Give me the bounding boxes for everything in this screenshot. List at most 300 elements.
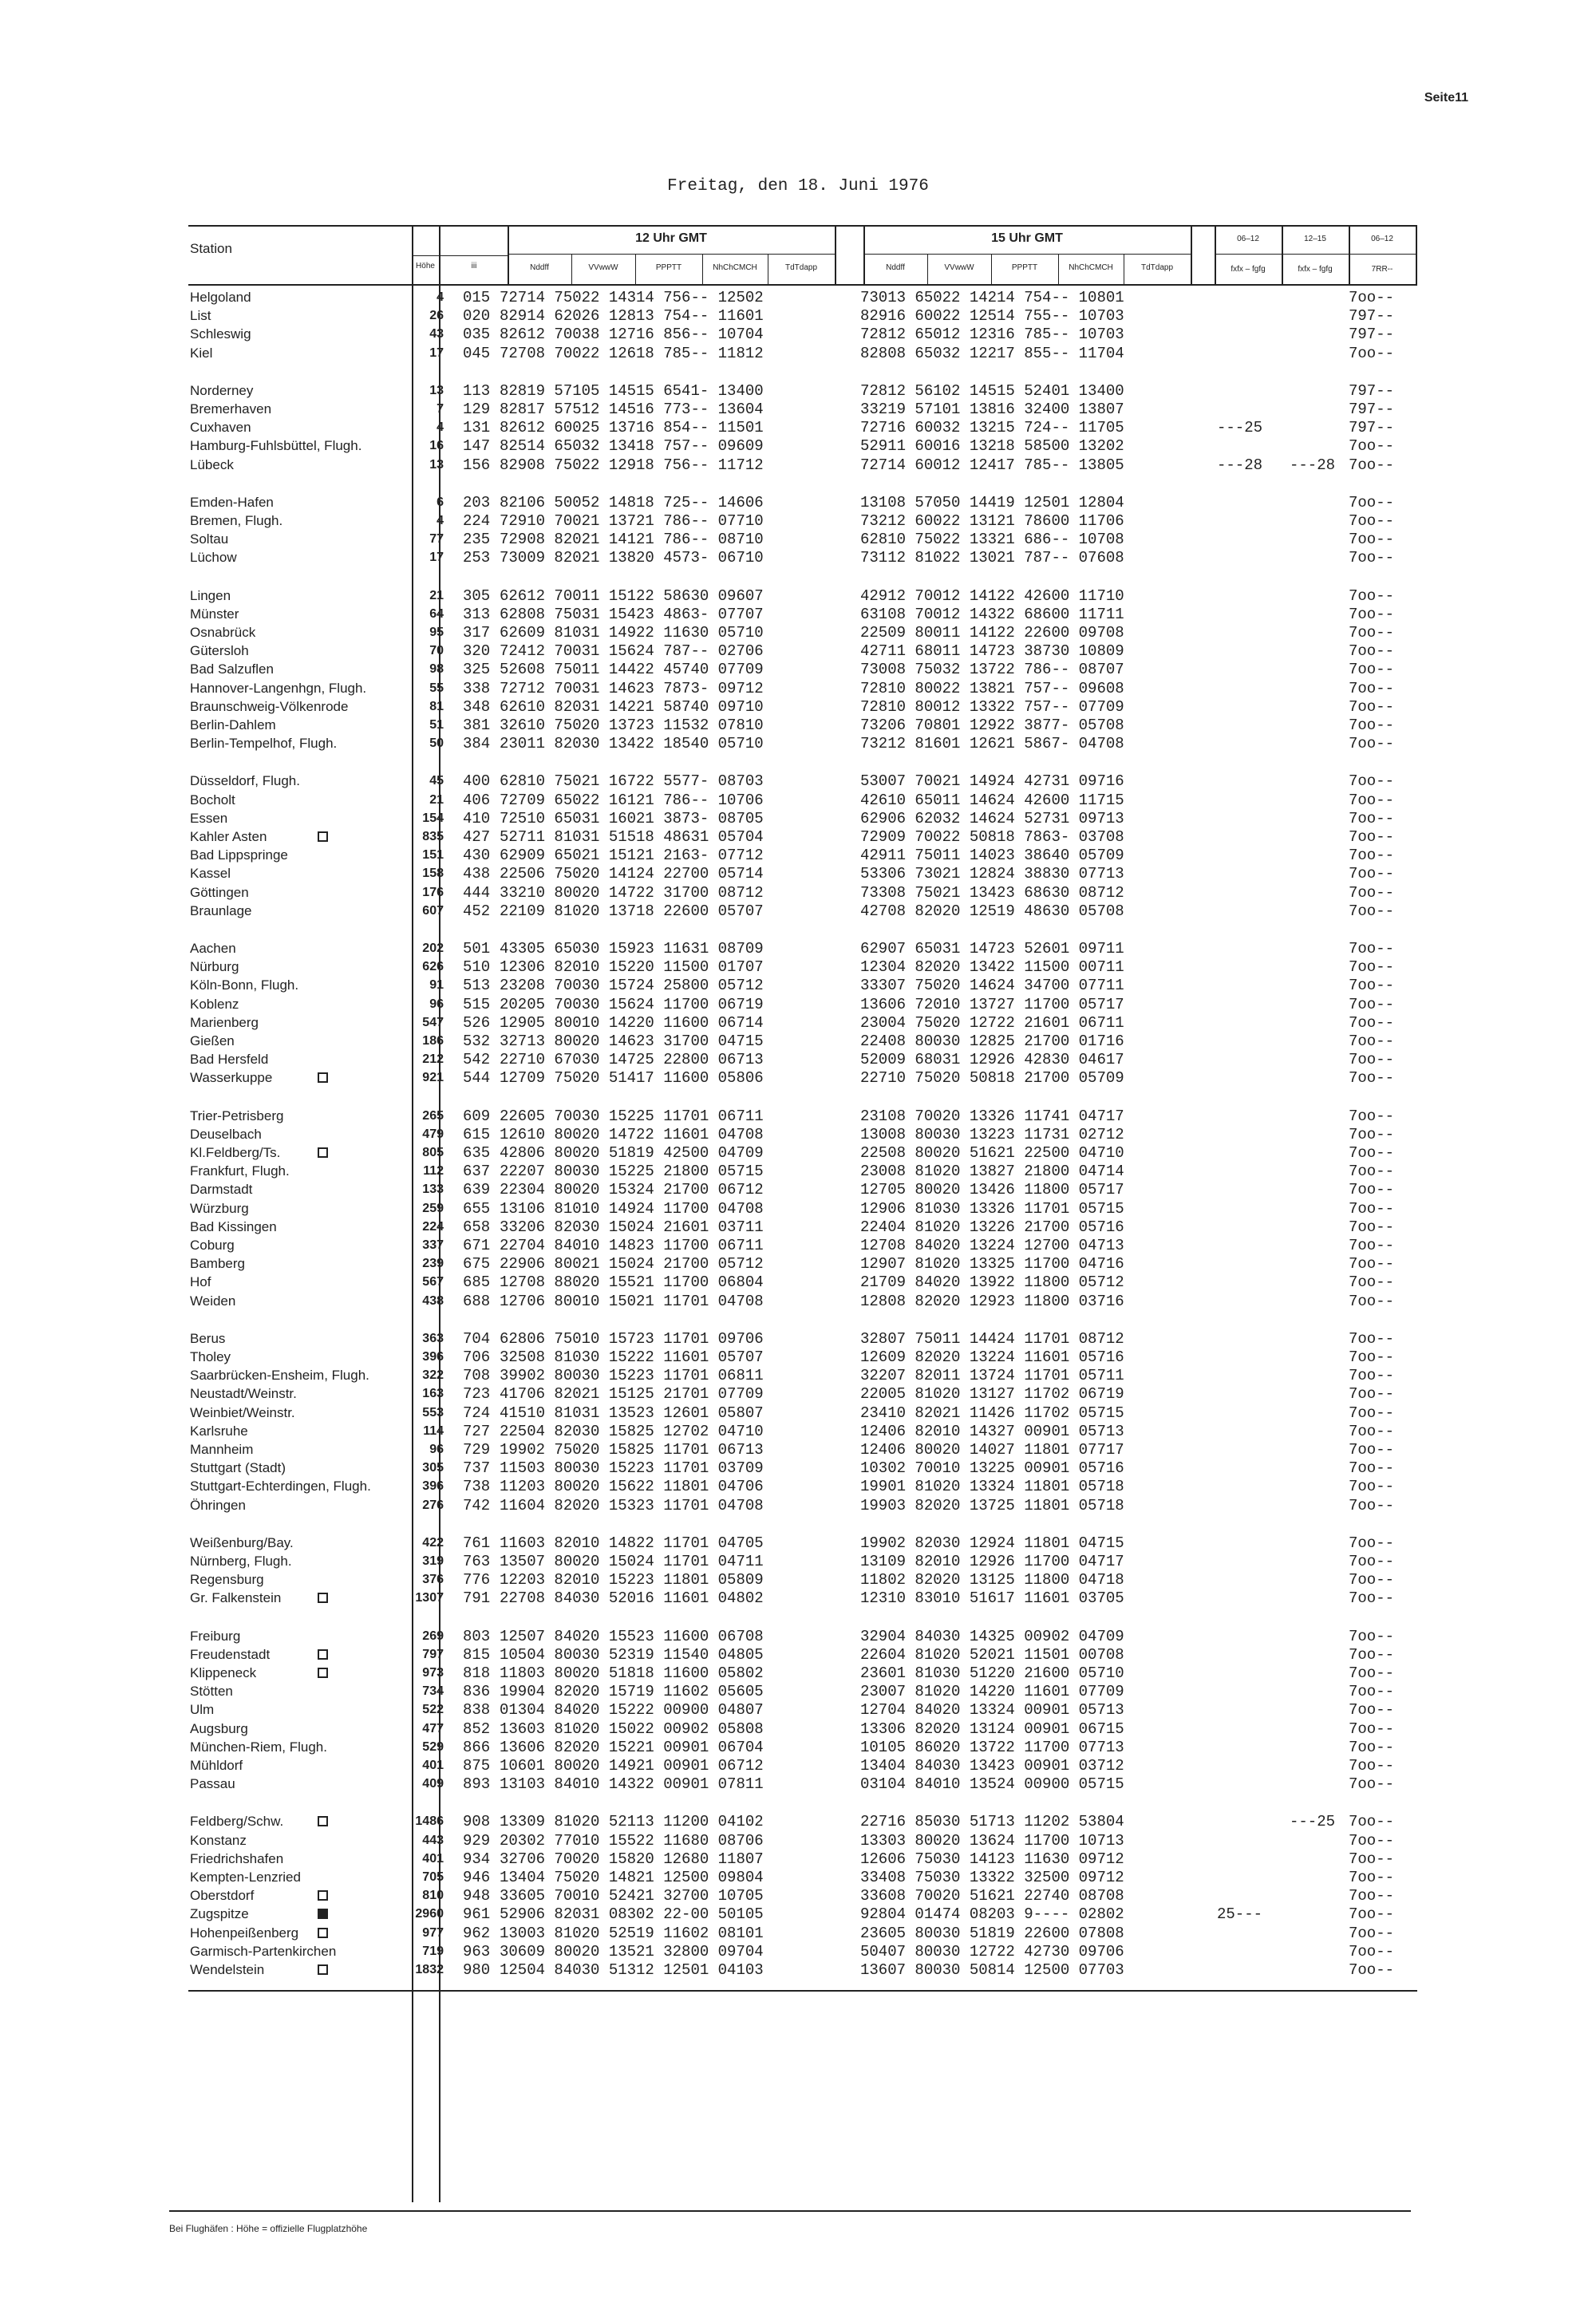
square-icon	[318, 1649, 328, 1660]
precip-06-12: 7oo--	[1349, 1887, 1395, 1905]
obs-15-utc: 12304 82020 13422 11500 00711	[860, 958, 1124, 977]
obs-15-utc: 12406 82010 14327 00901 05713	[860, 1422, 1124, 1440]
station-name: Aachen	[190, 941, 236, 956]
station-name: Karlsruhe	[190, 1423, 248, 1439]
precip-06-12: 7oo--	[1349, 1775, 1395, 1794]
station-name: Stuttgart (Stadt)	[190, 1460, 286, 1476]
station-index: 406	[463, 791, 491, 809]
table-row	[0, 958, 1596, 976]
table-end-line	[188, 1990, 1417, 1992]
precip-06-12: 7oo--	[1349, 1069, 1395, 1088]
station-index: 706	[463, 1348, 491, 1366]
station-name: Augsburg	[190, 1720, 248, 1736]
table-row	[0, 1144, 1596, 1162]
station-index: 763	[463, 1553, 491, 1570]
obs-12-utc: 62610 82031 14221 58740 09710	[500, 697, 764, 716]
square-icon	[318, 1147, 328, 1158]
obs-12-utc: 72908 82021 14121 786-- 08710	[500, 531, 764, 549]
station-index: 685	[463, 1273, 491, 1292]
table-row	[0, 1348, 1596, 1366]
precip-06-12: 7oo--	[1349, 958, 1395, 977]
precip-06-12: 7oo--	[1349, 865, 1395, 883]
station-index: 929	[463, 1831, 491, 1850]
station-height: 522	[422, 1703, 444, 1717]
station-height: 477	[422, 1721, 444, 1735]
table-row	[0, 698, 1596, 716]
precip-06-12: 7oo--	[1349, 1813, 1395, 1831]
table-row	[0, 307, 1596, 325]
obs-15-utc: 19903 82020 13725 11801 05718	[860, 1496, 1124, 1514]
obs-15-utc: 11802 82020 13125 11800 04718	[860, 1571, 1124, 1589]
precip-06-12: 7oo--	[1349, 697, 1395, 716]
obs-15-utc: 53306 73021 12824 38830 07713	[860, 865, 1124, 883]
obs-15-utc: 10302 70010 13225 00901 05716	[860, 1459, 1124, 1478]
station-index: 305	[463, 586, 491, 605]
obs-12-utc: 10504 80030 52319 11540 04805	[500, 1645, 764, 1664]
obs-15-utc: 10105 86020 13722 11700 07713	[860, 1738, 1124, 1756]
obs-15-utc: 12907 81020 13325 11700 04716	[860, 1255, 1124, 1273]
precip-06-12: 7oo--	[1349, 1237, 1395, 1254]
obs-15-utc: 19902 82030 12924 11801 04715	[860, 1534, 1124, 1552]
obs-15-utc: 13008 80030 13223 11731 02712	[860, 1125, 1124, 1143]
station-name: Ulm	[190, 1702, 215, 1718]
station-name: Bad Salzuflen	[190, 661, 274, 677]
precip-06-12: 7oo--	[1349, 995, 1395, 1013]
station-height: 305	[422, 1461, 444, 1475]
station-height: 21	[429, 588, 444, 602]
table-row	[0, 456, 1596, 474]
obs-15-utc: 13606 72010 13727 11700 05717	[860, 995, 1124, 1013]
station-height: 96	[429, 1443, 444, 1456]
station-name: Mannheim	[190, 1442, 254, 1457]
table-row	[0, 1646, 1596, 1664]
table-row	[0, 1832, 1596, 1850]
station-name: Lübeck	[190, 456, 234, 472]
station-height: 77	[429, 532, 444, 547]
obs-12-utc: 12706 80010 15021 11701 04708	[500, 1292, 764, 1310]
station-height: 259	[422, 1201, 444, 1215]
col-line-12-right	[835, 225, 836, 286]
obs-12-utc: 41510 81031 13523 12601 05807	[500, 1404, 764, 1422]
precip-06-12: 7oo--	[1349, 809, 1395, 827]
station-index: 113	[463, 381, 491, 400]
station-name: Kl.Feldberg/Ts.	[190, 1145, 281, 1160]
station-index: 962	[463, 1924, 491, 1942]
station-name: Nürburg	[190, 959, 239, 975]
station-index: 961	[463, 1905, 491, 1924]
obs-12-utc: 30609 80020 13521 32800 09704	[500, 1942, 764, 1960]
table-row	[0, 1869, 1596, 1886]
table-row	[0, 1181, 1596, 1198]
obs-15-utc: 42708 82020 12519 48630 05708	[860, 902, 1124, 920]
obs-12-utc: 22207 80030 15225 21800 05715	[500, 1163, 764, 1181]
table-row	[0, 1943, 1596, 1960]
table-row	[0, 326, 1596, 343]
table-row	[0, 1293, 1596, 1310]
precip-06-12: 7oo--	[1349, 1163, 1395, 1181]
obs-12-utc: 22906 80021 15024 21700 05712	[500, 1255, 764, 1273]
station-name: Bad Hersfeld	[190, 1052, 269, 1068]
obs-12-utc: 11203 80020 15622 11801 04706	[500, 1478, 764, 1496]
station-index: 384	[463, 735, 491, 753]
station-height: 1307	[415, 1591, 444, 1605]
obs-15-utc: 12310 83010 51617 11601 03705	[860, 1589, 1124, 1608]
obs-15-utc: 52009 68031 12926 42830 04617	[860, 1051, 1124, 1069]
station-height: 133	[422, 1183, 444, 1197]
station-index: 515	[463, 995, 491, 1013]
station-index: 501	[463, 940, 491, 958]
station-index: 738	[463, 1478, 491, 1496]
station-index: 147	[463, 437, 491, 456]
station-index: 815	[463, 1645, 491, 1664]
station-index: 224	[463, 512, 491, 530]
station-index: 934	[463, 1850, 491, 1868]
table-row	[0, 1887, 1596, 1905]
station-name: Weinbiet/Weinstr.	[190, 1404, 295, 1420]
obs-12-utc: 12306 82010 15220 11500 01707	[500, 958, 764, 977]
gust-12-15: ---25	[1290, 1813, 1336, 1831]
station-index: 737	[463, 1459, 491, 1478]
station-height: 55	[429, 681, 444, 695]
filled-square-icon	[318, 1909, 328, 1919]
station-name: Passau	[190, 1776, 235, 1792]
station-height: 265	[422, 1108, 444, 1123]
station-index: 761	[463, 1534, 491, 1552]
station-height: 396	[422, 1479, 444, 1494]
precip-06-12: 7oo--	[1349, 1496, 1395, 1514]
obs-15-utc: 12606 75030 14123 11630 09712	[860, 1850, 1124, 1868]
header-r0612: 06–12	[1237, 235, 1259, 243]
station-index: 776	[463, 1571, 491, 1589]
station-height: 977	[422, 1925, 444, 1940]
obs-12-utc: 39902 80030 15223 11701 06811	[500, 1367, 764, 1385]
station-height: 529	[422, 1739, 444, 1754]
table-row	[0, 1404, 1596, 1422]
obs-12-utc: 82817 57512 14516 773-- 13604	[500, 401, 764, 418]
table-row	[0, 587, 1596, 605]
obs-15-utc: 13306 82020 13124 00901 06715	[860, 1720, 1124, 1738]
obs-15-utc: 12906 81030 13326 11701 05715	[860, 1199, 1124, 1218]
table-row	[0, 1739, 1596, 1756]
obs-15-utc: 13303 80020 13624 11700 10713	[860, 1831, 1124, 1850]
obs-15-utc: 52911 60016 13218 58500 13202	[860, 437, 1124, 456]
obs-12-utc: 22304 80020 15324 21700 06712	[500, 1181, 764, 1199]
station-name: Koblenz	[190, 996, 239, 1012]
station-height: 607	[422, 903, 444, 918]
station-name: Oberstdorf	[190, 1888, 255, 1904]
precip-06-12: 7oo--	[1349, 1367, 1395, 1385]
precip-06-12: 7oo--	[1349, 1738, 1395, 1756]
station-name: Osnabrück	[190, 625, 256, 640]
precip-06-12: 7oo--	[1349, 902, 1395, 920]
obs-12-utc: 13003 81020 52519 11602 08101	[500, 1924, 764, 1942]
station-height: 719	[422, 1944, 444, 1958]
station-name: Trier-Petrisberg	[190, 1108, 284, 1123]
station-height: 13	[429, 457, 444, 472]
obs-12-utc: 82612 70038 12716 856-- 10704	[500, 326, 764, 344]
obs-12-utc: 32508 81030 15222 11601 05707	[500, 1348, 764, 1366]
station-height: 224	[422, 1219, 444, 1234]
obs-12-utc: 43305 65030 15923 11631 08709	[500, 940, 764, 958]
precip-06-12: 7oo--	[1349, 1459, 1395, 1478]
station-height: 835	[422, 830, 444, 843]
station-index: 675	[463, 1255, 491, 1273]
precip-06-12: 7oo--	[1349, 1255, 1395, 1273]
station-index: 427	[463, 828, 491, 846]
header-15-col-1: Nddff	[886, 263, 905, 272]
obs-12-utc: 12610 80020 14722 11601 04708	[500, 1125, 764, 1143]
station-index: 542	[463, 1051, 491, 1069]
table-row	[0, 1553, 1596, 1570]
precip-06-12: 7oo--	[1349, 1385, 1395, 1404]
station-height: 401	[422, 1851, 444, 1866]
precip-06-12: 7oo--	[1349, 679, 1395, 697]
station-name: Braunschweig-Völkenrode	[190, 698, 349, 714]
header-r1215: 12–15	[1304, 235, 1326, 243]
station-index: 671	[463, 1237, 491, 1254]
obs-12-utc: 72709 65022 16121 786-- 10706	[500, 791, 764, 809]
station-name: Tholey	[190, 1349, 231, 1364]
station-index: 708	[463, 1367, 491, 1385]
obs-15-utc: 72909 70022 50818 7863- 03708	[860, 828, 1124, 846]
obs-15-utc: 32207 82011 13724 11701 05711	[860, 1367, 1124, 1385]
obs-15-utc: 62810 75022 13321 686-- 10708	[860, 531, 1124, 549]
obs-12-utc: 19904 82020 15719 11602 05605	[500, 1683, 764, 1701]
station-name: Gießen	[190, 1033, 235, 1048]
station-height: 95	[429, 626, 444, 639]
obs-15-utc: 13404 84030 13423 00901 03712	[860, 1757, 1124, 1775]
station-index: 980	[463, 1961, 491, 1979]
obs-12-utc: 20302 77010 15522 11680 08706	[500, 1831, 764, 1850]
obs-15-utc: 73112 81022 13021 787-- 07608	[860, 549, 1124, 567]
table-row	[0, 1218, 1596, 1236]
precip-06-12: 7oo--	[1349, 1199, 1395, 1218]
station-height: 1486	[415, 1814, 444, 1829]
obs-12-utc: 62609 81031 14922 11630 05710	[500, 624, 764, 642]
station-height: 705	[422, 1870, 444, 1884]
obs-15-utc: 73206 70801 12922 3877- 05708	[860, 717, 1124, 734]
station-height: 91	[429, 978, 444, 993]
precip-06-12: 7oo--	[1349, 1664, 1395, 1682]
precip-06-12: 7oo--	[1349, 624, 1395, 642]
header-r1215-sub: fxfx – fgfg	[1298, 265, 1333, 274]
station-name: Würzburg	[190, 1200, 249, 1216]
station-index: 838	[463, 1701, 491, 1720]
precip-06-12: 7oo--	[1349, 883, 1395, 902]
station-name: Zugspitze	[190, 1906, 249, 1922]
station-name: Marienberg	[190, 1014, 259, 1030]
obs-15-utc: 23605 80030 51819 22600 07808	[860, 1924, 1124, 1942]
obs-12-utc: 10601 80020 14921 00901 06712	[500, 1757, 764, 1775]
obs-12-utc: 01304 84020 15222 00900 04807	[500, 1701, 764, 1720]
header-15-uhr: 15 Uhr GMT	[991, 231, 1063, 245]
table-row	[0, 902, 1596, 920]
table-row	[0, 1720, 1596, 1738]
station-name: Klippeneck	[190, 1665, 257, 1680]
obs-15-utc: 72812 65012 12316 785-- 10703	[860, 326, 1124, 344]
station-name: Bocholt	[190, 792, 235, 807]
obs-12-utc: 72714 75022 14314 756-- 12502	[500, 289, 764, 306]
station-index: 438	[463, 865, 491, 883]
obs-12-utc: 42806 80020 51819 42500 04709	[500, 1144, 764, 1162]
station-name: Neustadt/Weinstr.	[190, 1386, 297, 1402]
obs-12-utc: 12905 80010 14220 11600 06714	[500, 1013, 764, 1032]
station-index: 729	[463, 1441, 491, 1459]
station-name: Saarbrücken-Ensheim, Flugh.	[190, 1368, 369, 1384]
square-icon	[318, 1593, 328, 1603]
obs-12-utc: 13404 75020 14821 12500 09804	[500, 1869, 764, 1886]
station-name: Braunlage	[190, 902, 252, 918]
station-height: 401	[422, 1759, 444, 1772]
station-index: 875	[463, 1757, 491, 1775]
table-row	[0, 1459, 1596, 1477]
precip-06-12: 7oo--	[1349, 1125, 1395, 1143]
obs-15-utc: 22710 75020 50818 21700 05709	[860, 1069, 1124, 1088]
station-height: 626	[422, 960, 444, 974]
station-height: 1832	[415, 1963, 444, 1976]
station-height: 151	[422, 848, 444, 863]
table-row	[0, 996, 1596, 1013]
precip-06-12: 7oo--	[1349, 1645, 1395, 1664]
precip-06-12: 7oo--	[1349, 1831, 1395, 1850]
obs-12-utc: 33210 80020 14722 31700 08712	[500, 883, 764, 902]
station-index: 615	[463, 1125, 491, 1143]
station-height: 26	[429, 309, 444, 323]
obs-12-utc: 22506 75020 14124 22700 05714	[500, 865, 764, 883]
station-height: 51	[429, 718, 444, 732]
station-index: 513	[463, 977, 491, 995]
table-row	[0, 1701, 1596, 1719]
precip-06-12: 7oo--	[1349, 847, 1395, 865]
obs-15-utc: 03104 84010 13524 00900 05715	[860, 1775, 1124, 1794]
station-height: 158	[422, 867, 444, 881]
table-row	[0, 401, 1596, 418]
station-index: 444	[463, 883, 491, 902]
precip-06-12: 7oo--	[1349, 1181, 1395, 1199]
precip-06-12: 7oo--	[1349, 1701, 1395, 1720]
station-height: 17	[429, 551, 444, 565]
station-name: Darmstadt	[190, 1182, 253, 1198]
obs-15-utc: 22408 80030 12825 21700 01716	[860, 1033, 1124, 1050]
station-height: 212	[422, 1052, 444, 1067]
station-height: 479	[422, 1127, 444, 1141]
footnote: Bei Flughäfen : Höhe = offizielle Flugplatzhöhe	[169, 2223, 368, 2234]
station-index: 313	[463, 605, 491, 623]
station-index: 020	[463, 307, 491, 326]
precip-06-12: 7oo--	[1349, 717, 1395, 734]
station-height: 547	[422, 1015, 444, 1029]
table-row	[0, 1850, 1596, 1868]
obs-12-utc: 72412 70031 15624 787-- 02706	[500, 642, 764, 661]
obs-12-utc: 13507 80020 15024 11701 04711	[500, 1553, 764, 1570]
obs-12-utc: 23011 82030 13422 18540 05710	[500, 735, 764, 753]
square-icon	[318, 1668, 328, 1678]
obs-15-utc: 23601 81030 51220 21600 05710	[860, 1664, 1124, 1682]
precip-06-12: 7oo--	[1349, 605, 1395, 623]
station-height: 973	[422, 1666, 444, 1680]
obs-15-utc: 22716 85030 51713 11202 53804	[860, 1813, 1124, 1831]
station-height: 422	[422, 1535, 444, 1550]
station-name: Deuselbach	[190, 1126, 262, 1142]
obs-15-utc: 12406 80020 14027 11801 07717	[860, 1441, 1124, 1459]
station-height: 810	[422, 1889, 444, 1903]
precip-06-12: 7oo--	[1349, 1013, 1395, 1032]
precip-06-12: 7oo--	[1349, 1441, 1395, 1459]
obs-15-utc: 33307 75020 14624 34700 07711	[860, 977, 1124, 995]
header-12-uhr: 12 Uhr GMT	[635, 231, 707, 245]
station-height: 13	[429, 383, 444, 397]
table-row	[0, 437, 1596, 455]
station-name: Kassel	[190, 866, 231, 882]
station-index: 400	[463, 772, 491, 791]
station-height: 409	[422, 1777, 444, 1791]
precip-06-12: 7oo--	[1349, 661, 1395, 679]
table-row	[0, 289, 1596, 306]
station-index: 866	[463, 1738, 491, 1756]
station-index: 156	[463, 456, 491, 474]
obs-15-utc: 22509 80011 14122 22600 09708	[860, 624, 1124, 642]
station-name: Lüchow	[190, 550, 237, 566]
station-name: Garmisch-Partenkirchen	[190, 1943, 337, 1959]
station-index: 852	[463, 1720, 491, 1738]
obs-15-utc: 19901 81020 13324 11801 05718	[860, 1478, 1124, 1496]
gust-06-12: 25---	[1217, 1905, 1263, 1924]
obs-15-utc: 13607 80030 50814 12500 07703	[860, 1961, 1124, 1979]
precip-06-12: 7oo--	[1349, 1869, 1395, 1886]
obs-12-utc: 52711 81031 51518 48631 05704	[500, 828, 764, 846]
table-row	[0, 624, 1596, 642]
station-height: 98	[429, 662, 444, 677]
table-row	[0, 1775, 1596, 1793]
station-name: Kahler Asten	[190, 829, 267, 844]
obs-12-utc: 12709 75020 51417 11600 05806	[500, 1069, 764, 1088]
table-row	[0, 1051, 1596, 1068]
precip-06-12: 7oo--	[1349, 977, 1395, 995]
station-name: Konstanz	[190, 1832, 247, 1848]
station-height: 114	[423, 1423, 444, 1438]
station-index: 131	[463, 419, 491, 437]
obs-12-utc: 13106 81010 14924 11700 04708	[500, 1199, 764, 1218]
obs-15-utc: 22508 80020 51621 22500 04710	[860, 1144, 1124, 1162]
station-height: 337	[422, 1238, 444, 1252]
station-name: Stuttgart-Echterdingen, Flugh.	[190, 1479, 371, 1494]
station-name: Weiden	[190, 1293, 236, 1309]
obs-12-utc: 12203 82010 15223 11801 05809	[500, 1571, 764, 1589]
station-height: 396	[422, 1350, 444, 1364]
obs-15-utc: 23004 75020 12722 21601 06711	[860, 1013, 1124, 1032]
station-index: 317	[463, 624, 491, 642]
header-12-col-3: PPPTT	[655, 263, 682, 272]
station-height: 176	[422, 885, 444, 899]
table-row	[0, 1385, 1596, 1403]
obs-12-utc: 62808 75031 15423 4863- 07707	[500, 605, 764, 623]
obs-15-utc: 23410 82021 11426 11702 05715	[860, 1404, 1124, 1422]
obs-12-utc: 19902 75020 15825 11701 06713	[500, 1441, 764, 1459]
precip-06-12: 7oo--	[1349, 1720, 1395, 1738]
station-height: 7	[437, 402, 444, 416]
station-name: Kiel	[190, 345, 213, 361]
obs-12-utc: 62612 70011 15122 58630 09607	[500, 586, 764, 605]
table-row	[0, 345, 1596, 362]
precip-06-12: 797--	[1349, 419, 1395, 437]
station-index: 609	[463, 1107, 491, 1125]
precip-06-12: 7oo--	[1349, 586, 1395, 605]
table-row	[0, 1571, 1596, 1589]
obs-12-utc: 32706 70020 15820 12680 11807	[500, 1850, 764, 1868]
station-index: 655	[463, 1199, 491, 1218]
station-index: 510	[463, 958, 491, 977]
table-row	[0, 1069, 1596, 1087]
